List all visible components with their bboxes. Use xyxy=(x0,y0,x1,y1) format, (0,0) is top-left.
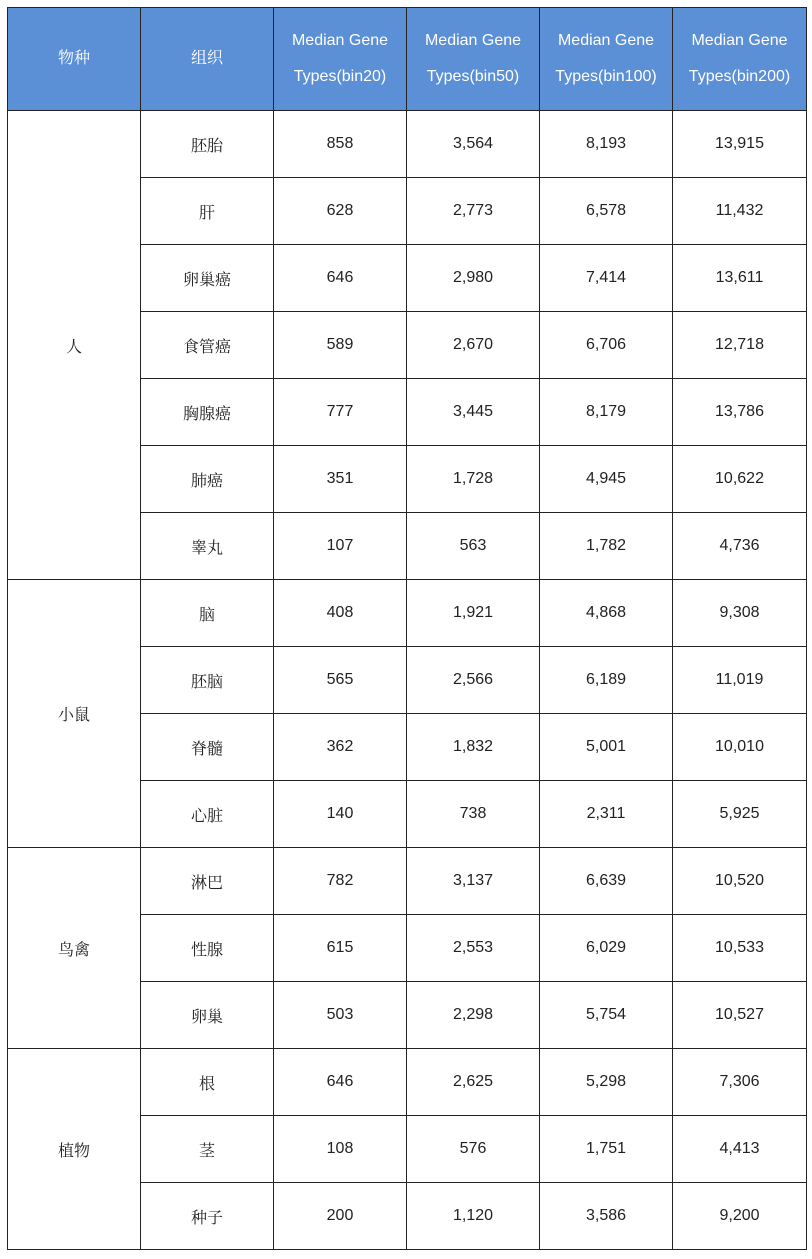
bin200-value-cell: 10,010 xyxy=(673,714,807,781)
bin100-value-cell: 7,414 xyxy=(540,245,673,312)
header-bin20-line1: Median Gene xyxy=(291,32,389,49)
header-bin200-line1: Median Gene xyxy=(691,32,788,49)
table-row xyxy=(8,111,807,178)
tissue-cell: 睾丸 xyxy=(141,513,274,580)
bin100-value-cell: 4,868 xyxy=(540,580,673,647)
bin200-value-cell: 11,432 xyxy=(673,178,807,245)
bin100-value-cell: 6,029 xyxy=(540,915,673,982)
bin50-value-cell: 2,773 xyxy=(407,178,540,245)
bin20-value-cell: 858 xyxy=(274,111,407,178)
bin50-value-cell: 2,980 xyxy=(407,245,540,312)
species-cell: 小鼠 xyxy=(8,580,141,848)
bin50-value-cell: 1,120 xyxy=(407,1183,540,1250)
tissue-cell: 脑 xyxy=(141,580,274,647)
bin50-value-cell: 3,137 xyxy=(407,848,540,915)
tissue-cell: 淋巴 xyxy=(141,848,274,915)
tissue-cell: 种子 xyxy=(141,1183,274,1250)
bin50-value-cell: 2,566 xyxy=(407,647,540,714)
tissue-cell: 卵巢 xyxy=(141,982,274,1049)
header-tissue: 组织 xyxy=(141,8,274,111)
bin20-value-cell: 777 xyxy=(274,379,407,446)
bin20-value-cell: 646 xyxy=(274,245,407,312)
tissue-cell: 食管癌 xyxy=(141,312,274,379)
bin50-value-cell: 2,298 xyxy=(407,982,540,1049)
tissue-cell: 根 xyxy=(141,1049,274,1116)
header-bin20-line2: Types(bin20) xyxy=(293,68,387,85)
bin200-value-cell: 10,520 xyxy=(673,848,807,915)
header-bin200-line2: Types(bin200) xyxy=(688,68,791,85)
bin50-value-cell: 3,445 xyxy=(407,379,540,446)
bin20-value-cell: 782 xyxy=(274,848,407,915)
bin200-value-cell: 5,925 xyxy=(673,781,807,848)
bin200-value-cell: 7,306 xyxy=(673,1049,807,1116)
bin50-value-cell: 576 xyxy=(407,1116,540,1183)
bin50-value-cell: 1,921 xyxy=(407,580,540,647)
bin50-value-cell: 1,832 xyxy=(407,714,540,781)
header-bin50 xyxy=(407,8,540,111)
header-bin200 xyxy=(673,8,807,111)
bin200-value-cell: 4,413 xyxy=(673,1116,807,1183)
bin20-value-cell: 589 xyxy=(274,312,407,379)
bin200-value-cell: 13,786 xyxy=(673,379,807,446)
bin20-value-cell: 565 xyxy=(274,647,407,714)
tissue-cell: 肺癌 xyxy=(141,446,274,513)
bin20-value-cell: 140 xyxy=(274,781,407,848)
tissue-cell: 胚脑 xyxy=(141,647,274,714)
header-species: 物种 xyxy=(8,8,141,111)
table-row xyxy=(8,580,807,647)
header-bin100-line1: Median Gene xyxy=(557,32,655,49)
bin50-value-cell: 563 xyxy=(407,513,540,580)
species-cell: 鸟禽 xyxy=(8,848,141,1049)
table-row xyxy=(8,1049,807,1116)
bin20-value-cell: 646 xyxy=(274,1049,407,1116)
tissue-cell: 性腺 xyxy=(141,915,274,982)
bin100-value-cell: 8,179 xyxy=(540,379,673,446)
bin100-value-cell: 2,311 xyxy=(540,781,673,848)
bin100-value-cell: 5,754 xyxy=(540,982,673,1049)
gene-types-table xyxy=(7,7,807,1250)
header-bin100-line2: Types(bin100) xyxy=(555,68,657,85)
bin50-value-cell: 2,670 xyxy=(407,312,540,379)
bin100-value-cell: 8,193 xyxy=(540,111,673,178)
tissue-cell: 肝 xyxy=(141,178,274,245)
bin50-value-cell: 738 xyxy=(407,781,540,848)
bin200-value-cell: 10,527 xyxy=(673,982,807,1049)
header-row xyxy=(8,8,807,111)
bin20-value-cell: 615 xyxy=(274,915,407,982)
bin100-value-cell: 4,945 xyxy=(540,446,673,513)
bin50-value-cell: 3,564 xyxy=(407,111,540,178)
header-bin100 xyxy=(540,8,673,111)
tissue-cell: 胚胎 xyxy=(141,111,274,178)
bin100-value-cell: 3,586 xyxy=(540,1183,673,1250)
header-bin50-line2: Types(bin50) xyxy=(426,68,520,85)
bin20-value-cell: 351 xyxy=(274,446,407,513)
bin200-value-cell: 11,019 xyxy=(673,647,807,714)
header-bin50-line1: Median Gene xyxy=(424,32,522,49)
bin200-value-cell: 10,533 xyxy=(673,915,807,982)
bin20-value-cell: 503 xyxy=(274,982,407,1049)
tissue-cell: 脊髓 xyxy=(141,714,274,781)
bin200-value-cell: 12,718 xyxy=(673,312,807,379)
tissue-cell: 胸腺癌 xyxy=(141,379,274,446)
species-cell: 人 xyxy=(8,111,141,580)
bin100-value-cell: 6,189 xyxy=(540,647,673,714)
header-bin20 xyxy=(274,8,407,111)
bin20-value-cell: 108 xyxy=(274,1116,407,1183)
bin50-value-cell: 2,625 xyxy=(407,1049,540,1116)
table-header xyxy=(8,8,807,111)
bin50-value-cell: 1,728 xyxy=(407,446,540,513)
tissue-cell: 心脏 xyxy=(141,781,274,848)
bin200-value-cell: 4,736 xyxy=(673,513,807,580)
bin200-value-cell: 13,915 xyxy=(673,111,807,178)
bin20-value-cell: 200 xyxy=(274,1183,407,1250)
bin100-value-cell: 1,782 xyxy=(540,513,673,580)
tissue-cell: 卵巢癌 xyxy=(141,245,274,312)
bin100-value-cell: 6,706 xyxy=(540,312,673,379)
bin100-value-cell: 6,578 xyxy=(540,178,673,245)
bin100-value-cell: 6,639 xyxy=(540,848,673,915)
bin200-value-cell: 10,622 xyxy=(673,446,807,513)
bin200-value-cell: 9,200 xyxy=(673,1183,807,1250)
bin20-value-cell: 408 xyxy=(274,580,407,647)
bin20-value-cell: 362 xyxy=(274,714,407,781)
table-body xyxy=(8,111,807,1250)
bin100-value-cell: 5,001 xyxy=(540,714,673,781)
bin100-value-cell: 5,298 xyxy=(540,1049,673,1116)
bin200-value-cell: 13,611 xyxy=(673,245,807,312)
bin20-value-cell: 107 xyxy=(274,513,407,580)
table-row xyxy=(8,848,807,915)
species-cell: 植物 xyxy=(8,1049,141,1250)
bin50-value-cell: 2,553 xyxy=(407,915,540,982)
bin200-value-cell: 9,308 xyxy=(673,580,807,647)
bin20-value-cell: 628 xyxy=(274,178,407,245)
tissue-cell: 茎 xyxy=(141,1116,274,1183)
bin100-value-cell: 1,751 xyxy=(540,1116,673,1183)
